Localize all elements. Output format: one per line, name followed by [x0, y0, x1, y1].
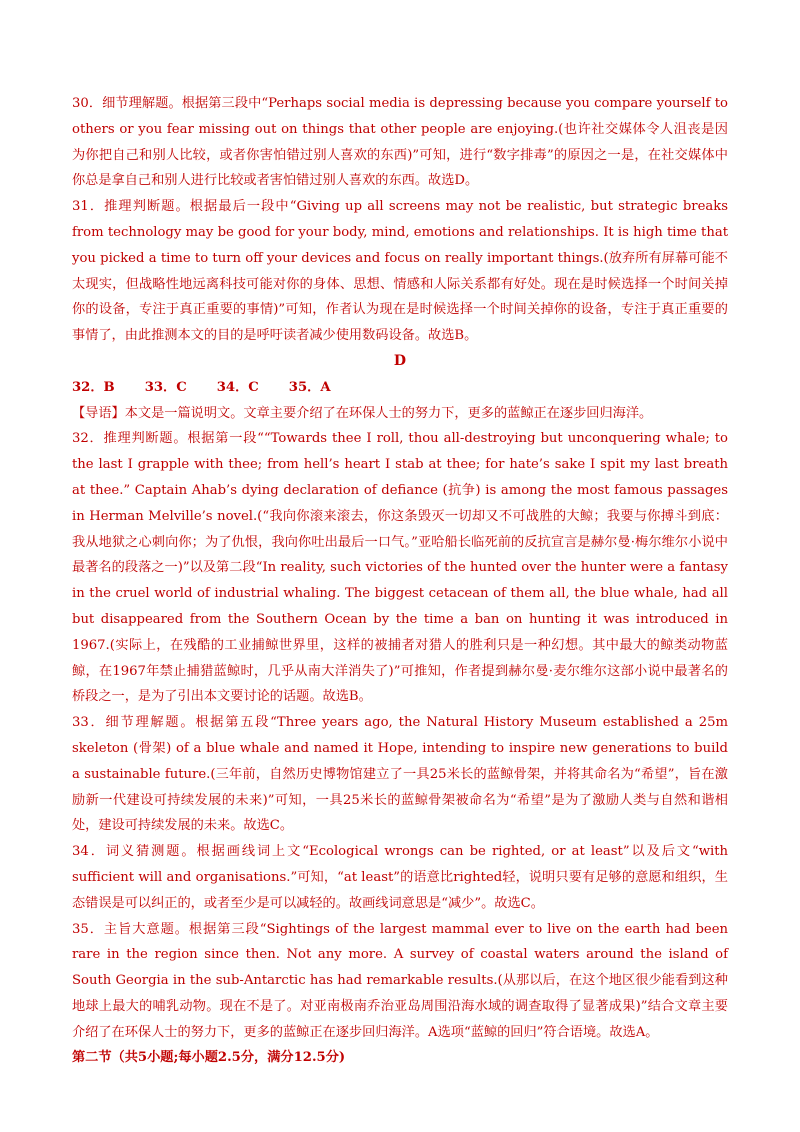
answer-explanations	[72, 91, 728, 1071]
explanation-q35: 35．主旨大意题。根据第三段“Sightings of the largest mammal ever to live on the earth had been rare in the region since then. Not any more. A survey of coastal waters around the island of South Georgia in the sub-Antarctic has had remarkable results.(从那以后，在这个地区很少能看到这种地球上最大的哺乳动物。现在不是了。对亚南极南乔治亚岛周围沿海水域的调查取得了显著成果)”结合文章主要介绍了在环保人士的努力下，更多的蓝鲸正在逐步回归海洋。A选项“蓝鲸的回归”符合语境。故选A。	[72, 921, 728, 1040]
explanation-q34: 34．词义猜测题。根据画线词上文“Ecological wrongs can be righted, or at least”以及后文“with sufficient will and organisations.”可知，“at least”的语意比righted轻，说明只要有足够的意愿和组织，生态错误是可以纠正的，或者至少是可以减轻的。故画线词意思是“减少”。故选C。	[72, 844, 728, 911]
passage-intro: 【导语】本文是一篇说明文。文章主要介绍了在环保人士的努力下，更多的蓝鲸正在逐步回归海洋。	[72, 405, 653, 421]
answer-34: 34．C	[216, 379, 259, 395]
answer-35: 35．A	[288, 379, 331, 395]
explanation-q32: 32．推理判断题。根据第一段““Towards thee I roll, thou all-destroying but unconquering whale; to the last I grapple with thee; from hell’s heart I stab at thee; for hate’s sake I spit my last breath at thee.” Captain Ahab’s dying declaration of defiance (抗争) is among the most famous passages in Herman Melville’s novel.(“我向你滚来滚去，你这条毁灭一切却又不可战胜的大鲸；我要与你搏斗到底：我从地狱之心刺向你；为了仇恨，我向你吐出最后一口气。”亚哈船长临死前的反抗宣言是赫尔曼·梅尔维尔小说中最著名的段落之一)”以及第二段“In reality, such victories of the hunted over the hunter were a fantasy in the cruel world of industrial whaling. The biggest cetacean of them all, the blue whale, had all but disappeared from the Southern Ocean by the time a ban on hunting it was introduced in 1967.(实际上，在残酷的工业捕鲸世界里，这样的被捕者对猎人的胜利只是一种幻想。其中最大的鲸类动物蓝鲸，在1967年禁止捕猎蓝鲸时，几乎从南大洋消失了)”可推知，作者提到赫尔曼·麦尔维尔这部小说中最著名的桥段之一，是为了引出本文要讨论的话题。故选B。	[72, 431, 728, 705]
section-heading: 第二节（共5小题;每小题2.5分，满分12.5分)	[72, 1050, 346, 1066]
answer-32: 32．B	[72, 379, 115, 395]
answer-33: 33．C	[144, 379, 187, 395]
explanation-q30: 30．细节理解题。根据第三段中“Perhaps social media is depressing because you compare yourself to others or you fear missing out on things that other people are enjoying.(也许社交媒体令人沮丧是因为你把自己和别人比较，或者你害怕错过别人喜欢的东西)”可知，进行“数字排毒”的原因之一是，在社交媒体中你总是拿自己和别人进行比较或者害怕错过别人喜欢的东西。故选D。	[72, 96, 728, 189]
section-letter: D	[393, 352, 407, 369]
explanation-q33: 33．细节理解题。根据第五段“Three years ago, the Natural History Museum established a 25m skeleton (骨架) of a blue whale and named it Hope, intending to inspire new generations to build a sustainable future.(三年前，自然历史博物馆建立了一具25米长的蓝鲸骨架，并将其命名为“希望”，旨在激励新一代建设可持续发展的未来)”可知，一具25米长的蓝鲸骨架被命名为“希望”是为了激励人类与自然和谐相处，建设可持续发展的未来。故选C。	[72, 715, 728, 834]
explanation-q31: 31．推理判断题。根据最后一段中“Giving up all screens may not be realistic, but strategic breaks from technology may be good for your body, mind, emotions and relationships. It is high time that you picked a time to turn off your devices and focus on really important things.(放弃所有屏幕可能不太现实，但战略性地远离科技可能对你的身体、思想、情感和人际关系都有好处。现在是时候选择一个时间关掉你的设备，专注于真正重要的事情)”可知，作者认为现在是时候选择一个时间关掉你的设备，专注于真正重要的事情了，由此推测本文的目的是呼吁读者减少使用数码设备。故选B。	[72, 199, 728, 344]
answer-key	[72, 375, 728, 401]
